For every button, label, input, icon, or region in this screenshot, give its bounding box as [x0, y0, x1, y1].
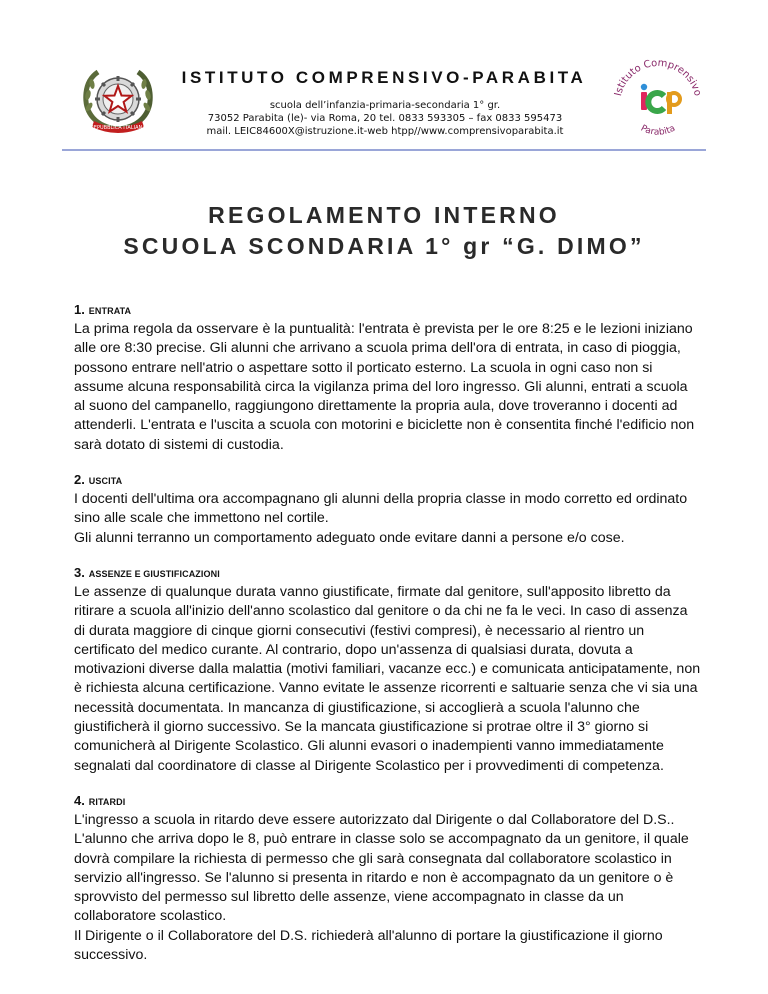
section-number: 2. [74, 472, 85, 488]
section-paragraph: Le assenze di qualunque durata vanno giustificate, firmate dal genitore, sull'apposito libretto da ritirare a scuola all'inizio dell'anno scolastico dal genitore o da chi ne fa le veci. In caso di assenza di durata maggiore di cinque giorni consecutivi (festivi compresi), è necessario al rientro un certificato del medico curante. Al contrario, dopo un'assenza di qualsiasi durata, dovuta a motivazioni diverse dalla malattia (motivi familiari, vacanze ecc.) e comunicata anticipatamente, non è richiesta alcuna certificazione. Vanno evitate le assenze ricorrenti e saltuarie senza che vi sia una necessità documentata. In mancanza di giustificazione, si accoglierà a scuola l'alunno che giustificherà il giorno successivo. Se la mancata giustificazione si protrae oltre il 3° giorno si comunicherà al Dirigente Scolastico. Gli alunni evasori o inadempienti vanno immediatamente segnalati dal coordinatore di classe al Dirigente Scolastico per i provvedimenti di competenza. [74, 583, 701, 774]
section-label: RITARDI [88, 796, 126, 807]
section-paragraph: I docenti dell'ultima ora accompagnano gli alunni della propria classe in modo corretto ed ordinato sino alle scale che immettono nel cortile. [74, 491, 688, 527]
istituto-comprensivo-logo-icon [606, 56, 706, 146]
section-heading [74, 793, 702, 810]
svg-text:Istituto Comprensivo: Istituto Comprensivo [612, 57, 704, 98]
section-heading [74, 565, 702, 582]
svg-text:REPUBBLICA ITALIANA: REPUBBLICA ITALIANA [90, 125, 146, 131]
section-assenze-giustificazioni [74, 565, 702, 776]
section-number: 3. [74, 564, 85, 580]
section-heading [74, 302, 702, 319]
section-paragraph: La prima regola da osservare è la puntualità: l'entrata è prevista per le ore 8:25 e le lezioni iniziano alle ore 8:30 precise. Gli alunni che arrivano a scuola prima dell'ora di entrata, in caso di pioggia, possono entrare nell'atrio o aspettare sotto il porticato esterno. La scuola in ogni caso non si assume alcuna responsabilità circa la vigilanza prima del loro ingresso. Gli alunni, entrati a scuola al suono del campanello, raggiungono direttamente la propria aula, dove troveranno i docenti ad attenderli. L'entrata e l'uscita a scuola con motorini e biciclette non è consentita finché l'edificio non sarà dotato di sistemi di custodia. [74, 321, 695, 453]
section-heading [74, 472, 702, 489]
section-label: ASSENZE E GIUSTIFICAZIONI [88, 568, 220, 579]
svg-text:Parabita: Parabita [638, 123, 678, 138]
title-line-2: SCUOLA SCONDARIA 1° gr “G. DIMO” [123, 233, 645, 259]
institute-address [170, 99, 600, 138]
section-uscita [74, 472, 702, 548]
italian-republic-emblem-icon [80, 67, 156, 133]
section-label: ENTRATA [88, 306, 132, 316]
address-line: scuola dell’infanzia-primaria-secondaria 1° gr. [269, 100, 501, 111]
section-number: 1. [74, 302, 85, 317]
section-ritardi [74, 793, 702, 965]
title-line-1: REGOLAMENTO INTERNO [208, 202, 560, 228]
regulation-body [74, 302, 702, 982]
document-title [0, 200, 768, 262]
contact-line: mail. LEIC84600X@istruzione.it-web htpp//www.comprensivoparabita.it [206, 126, 564, 137]
svg-text:icp: icp [655, 120, 657, 121]
section-entrata [74, 302, 702, 455]
address-line: 73052 Parabita (le)- via Roma, 20 tel. 0833 593305 – fax 0833 595473 [207, 113, 563, 124]
section-paragraph: L'ingresso a scuola in ritardo deve essere autorizzato dal Dirigente o dal Collaboratore del D.S.. L'alunno che arriva dopo le 8, può entrare in classe solo se accompagnato da un genitore, il quale dovrà compilare la richiesta di permesso che gli sarà consegnata dal collaboratore scolastico in servizio all'ingresso. Se l'alunno si presenta in ritardo e non è accompagnato da un genitore o è sprovvisto del permesso sul libretto delle assenze, viene accompagnato in classe da un collaboratore scolastico. [74, 811, 689, 925]
institute-name: ISTITUTO COMPRENSIVO-PARABITA [181, 68, 587, 87]
header-divider [62, 149, 706, 151]
section-paragraph: Gli alunni terranno un comportamento adeguato onde evitare danni a persone e/o cose. [74, 529, 625, 546]
letterhead [0, 0, 768, 150]
section-paragraph: Il Dirigente o il Collaboratore del D.S. richiederà all'alunno di portare la giustificazione il giorno successivo. [74, 927, 663, 964]
section-number: 4. [74, 792, 85, 808]
section-label: USCITA [88, 476, 123, 487]
